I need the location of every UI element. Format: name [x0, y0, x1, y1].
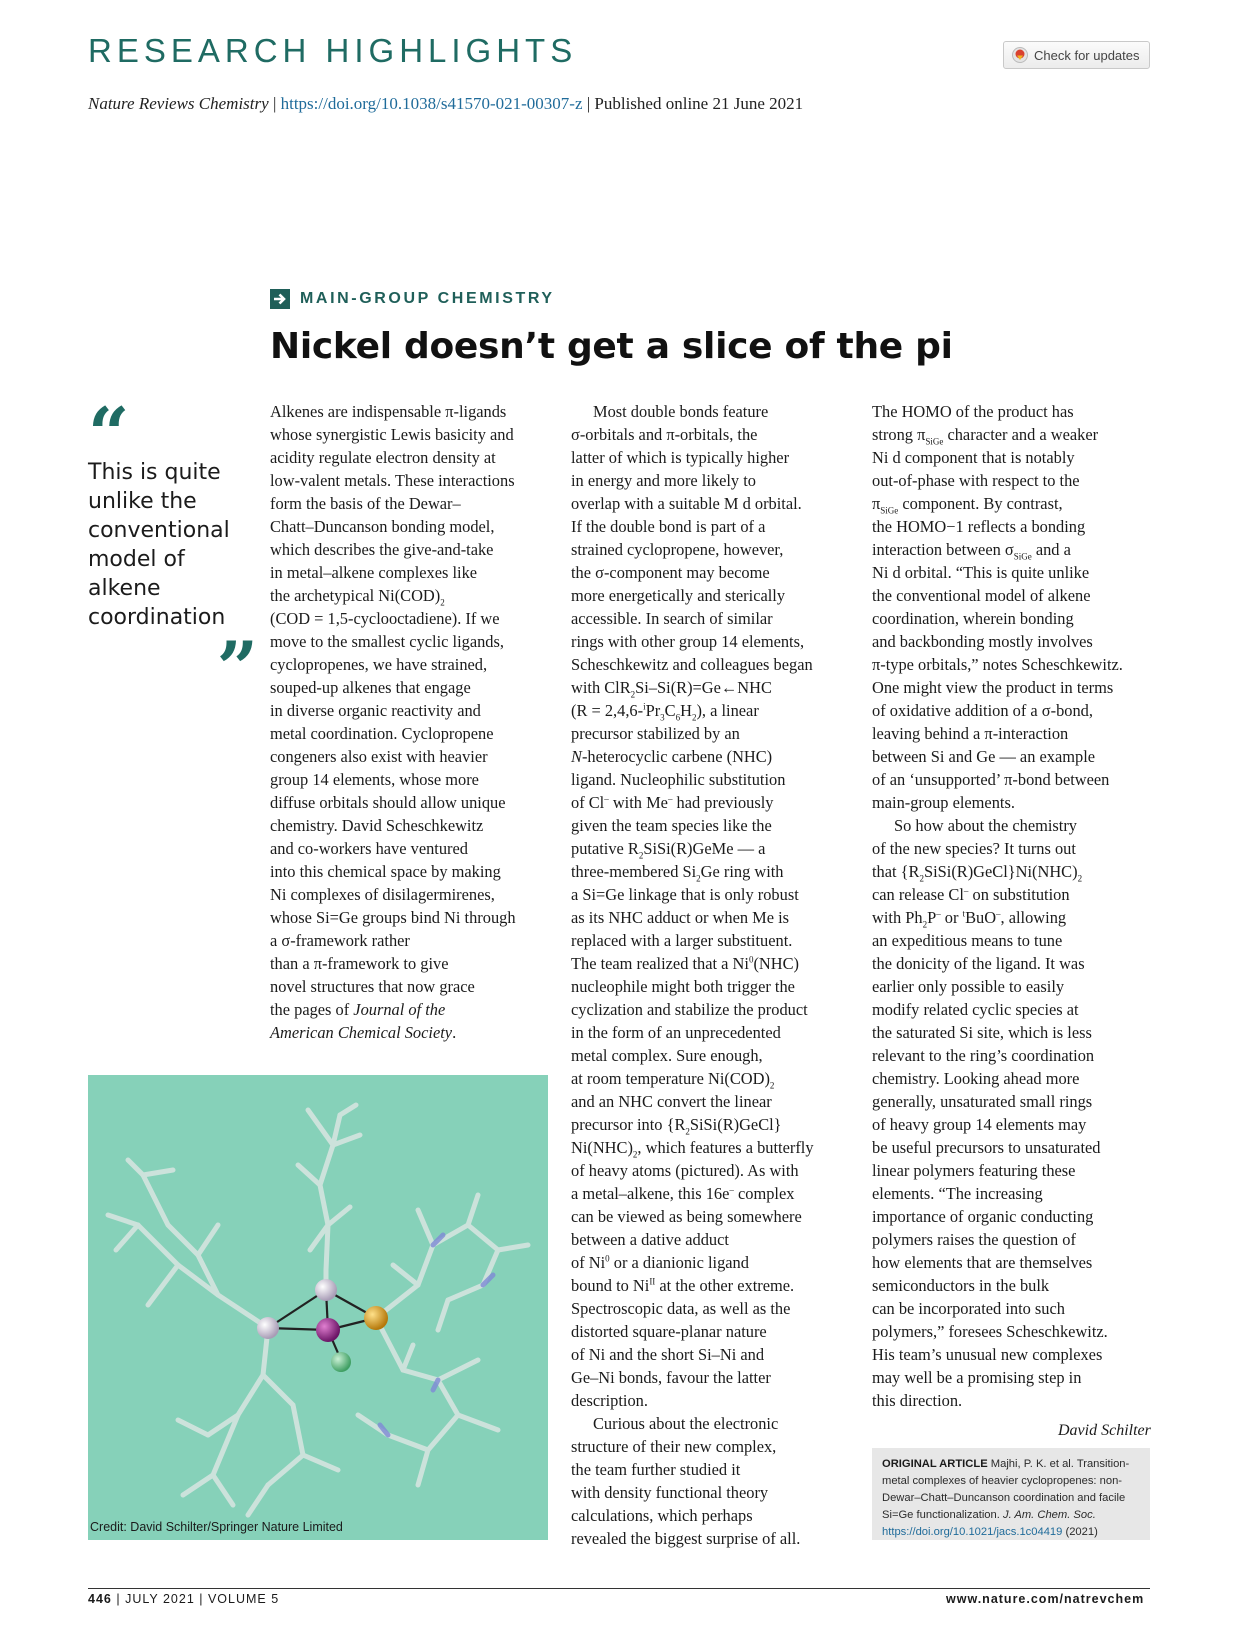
paragraph: Most double bonds feature σ-orbitals and π-orbitals, the latter of which is typically higher in energy and more likely to overlap with a suitable M d orbital. If the double bond is part of a strained cyclopropene, however, the σ-component may become more energetically and sterically accessible. In search of similar rings with other group 14 elements, Scheschkewitz and colleagues began with ClR$_2$Si–Si(R)=Ge←NHC $(R = 2,4,6-^iPr_3C_6H_2)$, a linear precursor stabilized by an N-heterocyclic carbene (NHC) ligand. Nucleophilic substitution of Cl– with Me– had previously given the team species like the putative $R_2SiSi(R)GeMe$ — a three-membered $Si_2Ge$ ring with a Si=Ge linkage that is only robust as its NHC adduct or when Me is replaced with a larger substituent. The team realized that a Ni$^0$(NHC) nucleophile might both trigger the cyclization and stabilize the product in the form of an unprecedented metal complex. Sure enough, at room temperature $Ni(COD)_2$ and an NHC convert the linear precursor into $\{R_2SiSi(R)GeCl\}$ $Ni(NHC)_2$, which features a butterfly of heavy atoms (pictured). As with a metal–alkene, this 16e– complex can be viewed as being somewhere between a dative adduct of Ni$^0$ or a dianionic ligand bound to $Ni^{II}$ at the other extreme. Spectroscopic data, as well as the distorted square-planar nature of Ni and the short Si–Ni and Ge–Ni bonds, favour the latter description. — [571, 402, 814, 1410]
molecule-figure — [88, 1075, 548, 1540]
close-quote-icon: ” — [216, 625, 258, 710]
paragraph: Alkenes are indispensable π-ligands whose synergistic Lewis basicity and acidity regulate electron density at low-valent metals. These interactions form the basis of the Dewar– Chatt–Duncanson bonding model, which describes the give-and-take in metal–alkene complexes like the archetypical $Ni(COD)_2$ (COD = 1,5-cyclooctadiene). If we move to the smallest cyclic ligands, cyclopropenes, we have strained, souped-up alkenes that engage in diverse organic reactivity and metal coordination. Cyclopropene congeners also exist with heavier group 14 elements, whose more diffuse orbitals should allow unique chemistry. David Scheschkewitz and co-workers have ventured into this chemical space by making Ni complexes of disilagermirenes, whose Si=Ge groups bind Ni through a σ-framework rather than a π-framework to give novel structures that now grace the pages of Journal of the American Chemical Society. — [270, 402, 516, 1042]
citation-year: (2021) — [1065, 1526, 1098, 1538]
separator: | — [272, 94, 277, 113]
journal-name: Nature Reviews Chemistry — [88, 94, 269, 113]
paragraph: Curious about the electronic structure of their new complex, the team further studied it with density functional theory calculations, which perhaps revealed the biggest surprise of all. — [571, 1414, 801, 1548]
footer-site-link[interactable]: www.nature.com/natrevchem — [946, 1592, 1145, 1606]
ge-atom — [364, 1306, 388, 1330]
check-updates-button[interactable] — [1003, 41, 1150, 69]
body-column-1 — [270, 400, 546, 1044]
issue-info: JULY 2021 | VOLUME 5 — [125, 1592, 280, 1606]
published-date: Published online 21 June 2021 — [594, 94, 804, 113]
cl-atom — [331, 1352, 351, 1372]
section-label — [270, 289, 555, 309]
pull-quote-text: This is quite unlike the conventional model of alkene coordination — [88, 460, 230, 630]
body-column-2 — [571, 400, 847, 1550]
molecular-structure — [88, 1075, 548, 1540]
citation-journal: J. Am. Chem. Soc. — [1002, 1509, 1096, 1521]
citation-link[interactable]: https://doi.org/10.1021/jacs.1c04419 — [882, 1526, 1063, 1538]
section-name: MAIN-GROUP CHEMISTRY — [300, 290, 555, 307]
footer-divider — [88, 1588, 1150, 1589]
citation-authors: Majhi, P. K. et al. — [990, 1458, 1074, 1470]
original-article-label: ORIGINAL ARTICLE — [882, 1458, 988, 1470]
ni-atom — [316, 1318, 340, 1342]
check-updates-icon — [1012, 47, 1028, 63]
paragraph: So how about the chemistry of the new species? It turns out that $\{R_2SiSi(R)GeCl\}Ni(NHC)_2$ can release Cl– on substitution with $Ph_2P^-$ or $^t$BuO–, allowing an expeditious means to tune the donicity of the ligand. It was earlier only possible to easily modify related cyclic species at the saturated Si site, which is less relevant to the ring’s coordination chemistry. Looking ahead more generally, unsaturated small rings of heavy group 14 elements may be useful precursors to unsaturated linear polymers featuring these elements. “The increasing importance of organic conducting polymers raises the question of how elements that are themselves semiconductors in the bulk can be incorporated into such polymers,” foresees Scheschkewitz. His team’s unusual new complexes may well be a promising step in this direction. — [872, 816, 1108, 1410]
separator: | — [586, 94, 591, 113]
author-byline: David Schilter — [1058, 1422, 1151, 1439]
paragraph: The HOMO of the product has strong $\pi_{SiGe}$ character and a weaker Ni d component that is notably out-of-phase with respect to the $\pi_{SiGe}$ component. By contrast, the HOMO−1 reflects a bonding interaction between $\sigma_{SiGe}$ and a Ni d orbital. “This is quite unlike the conventional model of alkene coordination, wherein bonding and backbonding mostly involves π-type orbitals,” notes Scheschkewitz. One might view the product in terms of oxidative addition of a σ-bond, leaving behind a π-interaction between Si and Ge — an example of an ‘unsupported’ π-bond between main-group elements. — [872, 402, 1123, 812]
body-column-3 — [872, 400, 1148, 1412]
doi-link[interactable]: https://doi.org/10.1038/s41570-021-00307-z — [280, 94, 583, 113]
separator: | — [116, 1592, 121, 1606]
open-quote-icon: “ — [88, 391, 130, 476]
footer-page-info — [88, 1592, 279, 1606]
pull-quote — [88, 391, 258, 710]
article-title: Nickel doesn’t get a slice of the pi — [270, 326, 953, 367]
page-number: 446 — [88, 1592, 112, 1606]
arrow-icon — [270, 289, 290, 309]
citation-title: Transition-metal complexes of heavier cyclopropenes: non-Dewar–Chatt–Duncanson coordination and facile Si=Ge functionalization. — [882, 1458, 1130, 1521]
si-atom — [315, 1279, 337, 1301]
figure-credit: Credit: David Schilter/Springer Nature Limited — [90, 1520, 343, 1534]
masthead: RESEARCH HIGHLIGHTS — [88, 32, 578, 69]
check-updates-label: Check for updates — [1034, 47, 1140, 63]
original-article-box — [872, 1448, 1150, 1540]
publication-line — [88, 94, 803, 114]
si-atom — [257, 1317, 279, 1339]
